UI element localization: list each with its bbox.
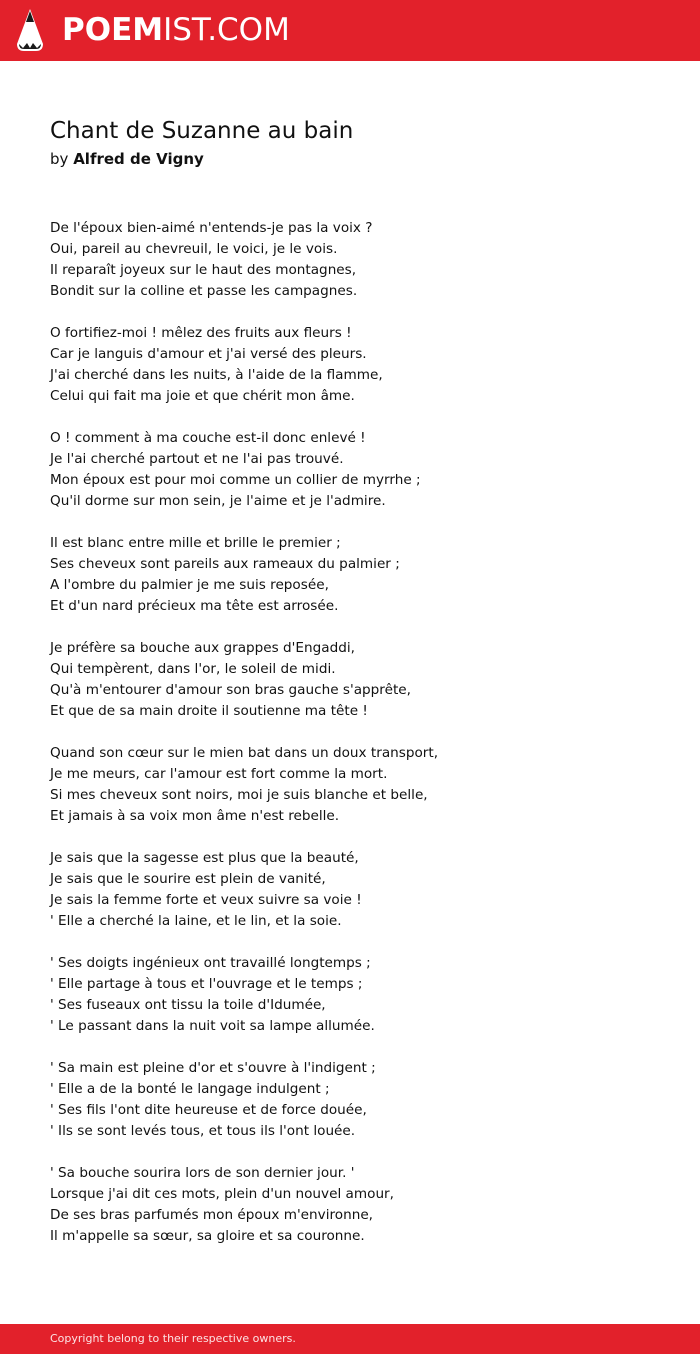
poem-line: Celui qui fait ma joie et que chérit mon âme. <box>50 388 355 404</box>
copyright-notice: Copyright belong to their respective owners. <box>50 1332 296 1345</box>
poem-line: Je l'ai cherché partout et ne l'ai pas trouvé. <box>50 451 344 467</box>
poem-line: ' Sa main est pleine d'or et s'ouvre à l'indigent ; <box>50 1060 376 1076</box>
poem-line: Et d'un nard précieux ma tête est arrosée. <box>50 598 339 614</box>
poem-line: Je sais que la sagesse est plus que la beauté, <box>50 850 359 866</box>
site-footer <box>0 1324 700 1354</box>
poem-line: ' Sa bouche sourira lors de son dernier jour. ' <box>50 1165 355 1181</box>
poem-line: De ses bras parfumés mon époux m'environne, <box>50 1207 373 1223</box>
poem-line: Et jamais à sa voix mon âme n'est rebelle. <box>50 808 340 824</box>
poem-stanza <box>50 848 670 932</box>
poem-line: Car je languis d'amour et j'ai versé des pleurs. <box>50 346 367 362</box>
poem-stanza <box>50 323 670 407</box>
poem-line: Ses cheveux sont pareils aux rameaux du palmier ; <box>50 556 400 572</box>
poem-line: ' Elle a cherché la laine, et le lin, et la soie. <box>50 913 342 929</box>
poem-line: O fortifiez-moi ! mêlez des fruits aux fleurs ! <box>50 325 352 341</box>
poem-stanza <box>50 1163 670 1247</box>
poem-line: ' Le passant dans la nuit voit sa lampe allumée. <box>50 1018 375 1034</box>
pencil-icon <box>16 8 44 52</box>
site-logo-text <box>62 8 290 52</box>
poem-line: Il m'appelle sa sœur, sa gloire et sa couronne. <box>50 1228 365 1244</box>
poem-stanza <box>50 743 670 827</box>
poem-line: Et que de sa main droite il soutienne ma tête ! <box>50 703 368 719</box>
poem-line: ' Ses fils l'ont dite heureuse et de force douée, <box>50 1102 367 1118</box>
poem-line: Si mes cheveux sont noirs, moi je suis blanche et belle, <box>50 787 428 803</box>
poem-stanza <box>50 428 670 512</box>
poem-stanza <box>50 953 670 1037</box>
poem-line: Je sais que le sourire est plein de vanité, <box>50 871 326 887</box>
poem-line: Je sais la femme forte et veux suivre sa voie ! <box>50 892 362 908</box>
poem-line: ' Elle partage à tous et l'ouvrage et le temps ; <box>50 976 363 992</box>
site-header <box>0 0 700 61</box>
poem-line: O ! comment à ma couche est-il donc enlevé ! <box>50 430 366 446</box>
poem-line: Mon époux est pour moi comme un collier de myrrhe ; <box>50 472 421 488</box>
by-label: by <box>50 150 69 168</box>
poem-line: ' Ils se sont levés tous, et tous ils l'ont louée. <box>50 1123 356 1139</box>
poem-stanza <box>50 1058 670 1142</box>
poem-stanza <box>50 218 670 302</box>
logo-bold-text: POEM <box>62 12 164 48</box>
poem-line: Je me meurs, car l'amour est fort comme la mort. <box>50 766 388 782</box>
poem-stanza <box>50 533 670 617</box>
poem-line: Lorsque j'ai dit ces mots, plein d'un nouvel amour, <box>50 1186 394 1202</box>
poem-line: Il est blanc entre mille et brille le premier ; <box>50 535 341 551</box>
poem-line: De l'époux bien-aimé n'entends-je pas la voix ? <box>50 220 373 236</box>
poem-line: Je préfère sa bouche aux grappes d'Engaddi, <box>50 640 355 656</box>
poem-line: J'ai cherché dans les nuits, à l'aide de la flamme, <box>50 367 383 383</box>
logo-light-text: IST.COM <box>163 12 290 48</box>
poem-line: Oui, pareil au chevreuil, le voici, je le vois. <box>50 241 338 257</box>
poem-line: ' Ses doigts ingénieux ont travaillé longtemps ; <box>50 955 371 971</box>
poem-line: ' Ses fuseaux ont tissu la toile d'Idumée, <box>50 997 326 1013</box>
poem-body <box>50 218 670 1268</box>
poem-title: Chant de Suzanne au bain <box>50 118 354 144</box>
site-logo-link[interactable] <box>16 8 290 52</box>
poem-line: Quand son cœur sur le mien bat dans un doux transport, <box>50 745 439 761</box>
poem-line: Qu'il dorme sur mon sein, je l'aime et je l'admire. <box>50 493 386 509</box>
poem-line: Bondit sur la colline et passe les campagnes. <box>50 283 358 299</box>
poem-line: ' Elle a de la bonté le langage indulgent ; <box>50 1081 330 1097</box>
poem-line: Il reparaît joyeux sur le haut des montagnes, <box>50 262 357 278</box>
poem-line: Qu'à m'entourer d'amour son bras gauche s'apprête, <box>50 682 411 698</box>
author-link[interactable]: Alfred de Vigny <box>73 150 204 168</box>
poem-byline <box>50 148 204 170</box>
poem-stanza <box>50 638 670 722</box>
poem-line: Qui tempèrent, dans l'or, le soleil de midi. <box>50 661 336 677</box>
poem-line: A l'ombre du palmier je me suis reposée, <box>50 577 329 593</box>
